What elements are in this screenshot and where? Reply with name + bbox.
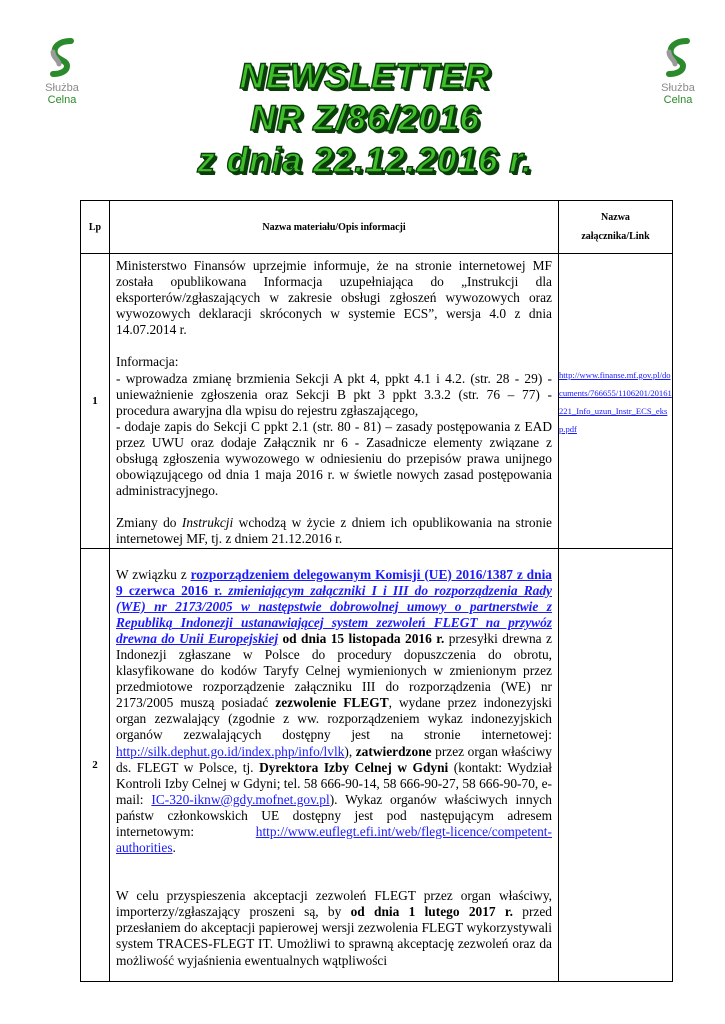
euflegt-link[interactable]: http://www.euflegt.efi.int/web/flegt-licence/competent-authorities bbox=[116, 824, 552, 856]
newsletter-title bbox=[100, 56, 630, 182]
newsletter-table bbox=[80, 200, 673, 982]
title-line3: z dnia 22.12.2016 r. bbox=[197, 141, 533, 180]
row-description bbox=[110, 254, 559, 549]
title-line1: NEWSLETTER bbox=[239, 57, 491, 96]
logo-text-line2: Celna bbox=[663, 94, 693, 106]
row-link-cell bbox=[559, 548, 673, 981]
row-link-cell bbox=[559, 254, 673, 549]
title-line2: NR Z/86/2016 bbox=[250, 99, 480, 138]
row-number: 2 bbox=[81, 548, 110, 981]
header-description: Nazwa materiału/Opis informacji bbox=[110, 201, 559, 254]
header-link-line1: Nazwa bbox=[601, 212, 630, 223]
table-row bbox=[81, 548, 673, 981]
regulation-link-title[interactable]: zmieniającym załączniki I i III do rozporządzenia Rady (WE) nr 2173/2005 w następstwie dobrowolnej umowy o partnerstwie z Republiką Indonezji ustanawiającej system zezwoleń FLEGT na przywóz drewna do Unii Europejskiej bbox=[116, 582, 552, 646]
header-lp: Lp bbox=[81, 201, 110, 254]
header-link bbox=[559, 201, 673, 254]
attachment-link[interactable]: http://www.finanse.mf.gov.pl/documents/766655/1106201/20161221_Info_uzun_Instr_ECS_eksp.pdf bbox=[559, 369, 672, 434]
row2-paragraph: W celu przyspieszenia akceptacji zezwoleń FLEGT przez organ właściwy, importerzy/zgłaszający proszeni są, by od dnia 1 lutego 2017 r. przed przesłaniem do akceptacji papierowej wersji zezwolenia FLEGT wykorzystywali system TRACES-FLEGT IT. Umożliwi to sprawną akceptację zezwoleń oraz da możliwość wyjaśnienia ewentualnych wątpliwości bbox=[116, 888, 552, 968]
regulation-link[interactable]: rozporządzeniem delegowanym Komisji (UE) 2016/1387 z dnia 9 czerwca 2016 r. bbox=[116, 566, 552, 598]
row1-bullet: - wprowadza zmianę brzmienia Sekcji A pkt 4, ppkt 4.1 i 4.2. (str. 28 - 29) - unieważnienie zgłoszenia oraz Sekcji B pkt 3 ppkt 3.3.2 (str. 76 – 77) - procedura awaryjna dla wpisu do rejestru zgłaszającego, bbox=[116, 370, 552, 418]
row1-info-label: Informacja: bbox=[116, 354, 179, 370]
email-link[interactable]: IC-320-iknw@gdy.mofnet.gov.pl bbox=[151, 791, 330, 807]
silk-dephut-link[interactable]: http://silk.dephut.go.id/index.php/info/lvlk bbox=[116, 743, 345, 759]
sluzba-celna-logo-left bbox=[34, 38, 90, 106]
logo-text-line2: Celna bbox=[47, 94, 77, 106]
table-row bbox=[81, 254, 673, 549]
table-header-row bbox=[81, 201, 673, 254]
row-number: 1 bbox=[81, 254, 110, 549]
row1-closing: Zmiany do Instrukcji wchodzą w życie z dniem ich opublikowania na stronie internetowej MF, tj. z dniem 21.12.2016 r. bbox=[116, 515, 552, 547]
row1-paragraph: Ministerstwo Finansów uprzejmie informuje, że na stronie internetowej MF została opublikowana Informacja uzupełniająca do „Instrukcji dla eksporterów/zgłaszających w zakresie obsługi zgłoszeń wywozowych oraz wywozowych deklaracji skróconych w systemie ECS”, wersja 4.0 z dnia 14.07.2014 r. bbox=[116, 258, 552, 338]
sluzba-celna-emblem-icon bbox=[45, 38, 79, 80]
logo-text-line1: Służba bbox=[45, 82, 79, 94]
header-link-line2: załącznika/Link bbox=[581, 231, 650, 242]
sluzba-celna-logo-right bbox=[650, 38, 706, 106]
logo-text-line1: Służba bbox=[661, 82, 695, 94]
row-description bbox=[110, 548, 559, 981]
sluzba-celna-emblem-icon bbox=[661, 38, 695, 80]
row1-bullet: - dodaje zapis do Sekcji C ppkt 2.1 (str. 80 - 81) – zasady postępowania z EAD przez UWU oraz dodaje Załącznik nr 6 - Zasadnicze elementy związane z obsługą zgłoszenia wywozowego w odniesieniu do przepisów prawa unijnego obowiązującego od dnia 1 maja 2016 r. w świetle nowych zasad postępowania administracyjnego. bbox=[116, 418, 552, 499]
row2-paragraph: W związku z rozporządzeniem delegowanym Komisji (UE) 2016/1387 z dnia 9 czerwca 2016 r. zmieniającym załączniki I i III do rozporządzenia Rady (WE) nr 2173/2005 w następstwie dobrowolnej umowy o partnerstwie z Republiką Indonezji ustanawiającej system zezwoleń FLEGT na przywóz drewna do Unii Europejskiej od dnia 15 listopada 2016 r. przesyłki drewna z Indonezji zgłaszane w Polsce do procedury dopuszczenia do obrotu, klasyfikowane do kodów Taryfy Celnej wymienionych w zmienionym przez przedmiotowe rozporządzenie załączniku III do rozporządzenia (WE) nr 2173/2005 muszą posiadać zezwolenie FLEGT, wydane przez indonezyjski organ zezwalający (zgodnie z ww. rozporządzeniem wykaz indonezyjskich organów zezwalających dostępny jest na stronie internetowej: http://silk.dephut.go.id/index.php/info/lvlk), zatwierdzone przez organ właściwy ds. FLEGT w Polsce, tj. Dyrektora Izby Celnej w Gdyni (kontakt: Wydział Kontroli Izby Celnej w Gdyni; tel. 58 666-90-14, 58 666-90-27, 58 666-90-70, e-mail: IC-320-iknw@gdy.mofnet.gov.pl). Wykaz organów właściwych innych państw członkowskich UE dostępny jest pod następującym adresem internetowym: http://www.euflegt.efi.int/web/flegt-licence/competent-authorities. bbox=[116, 566, 552, 856]
